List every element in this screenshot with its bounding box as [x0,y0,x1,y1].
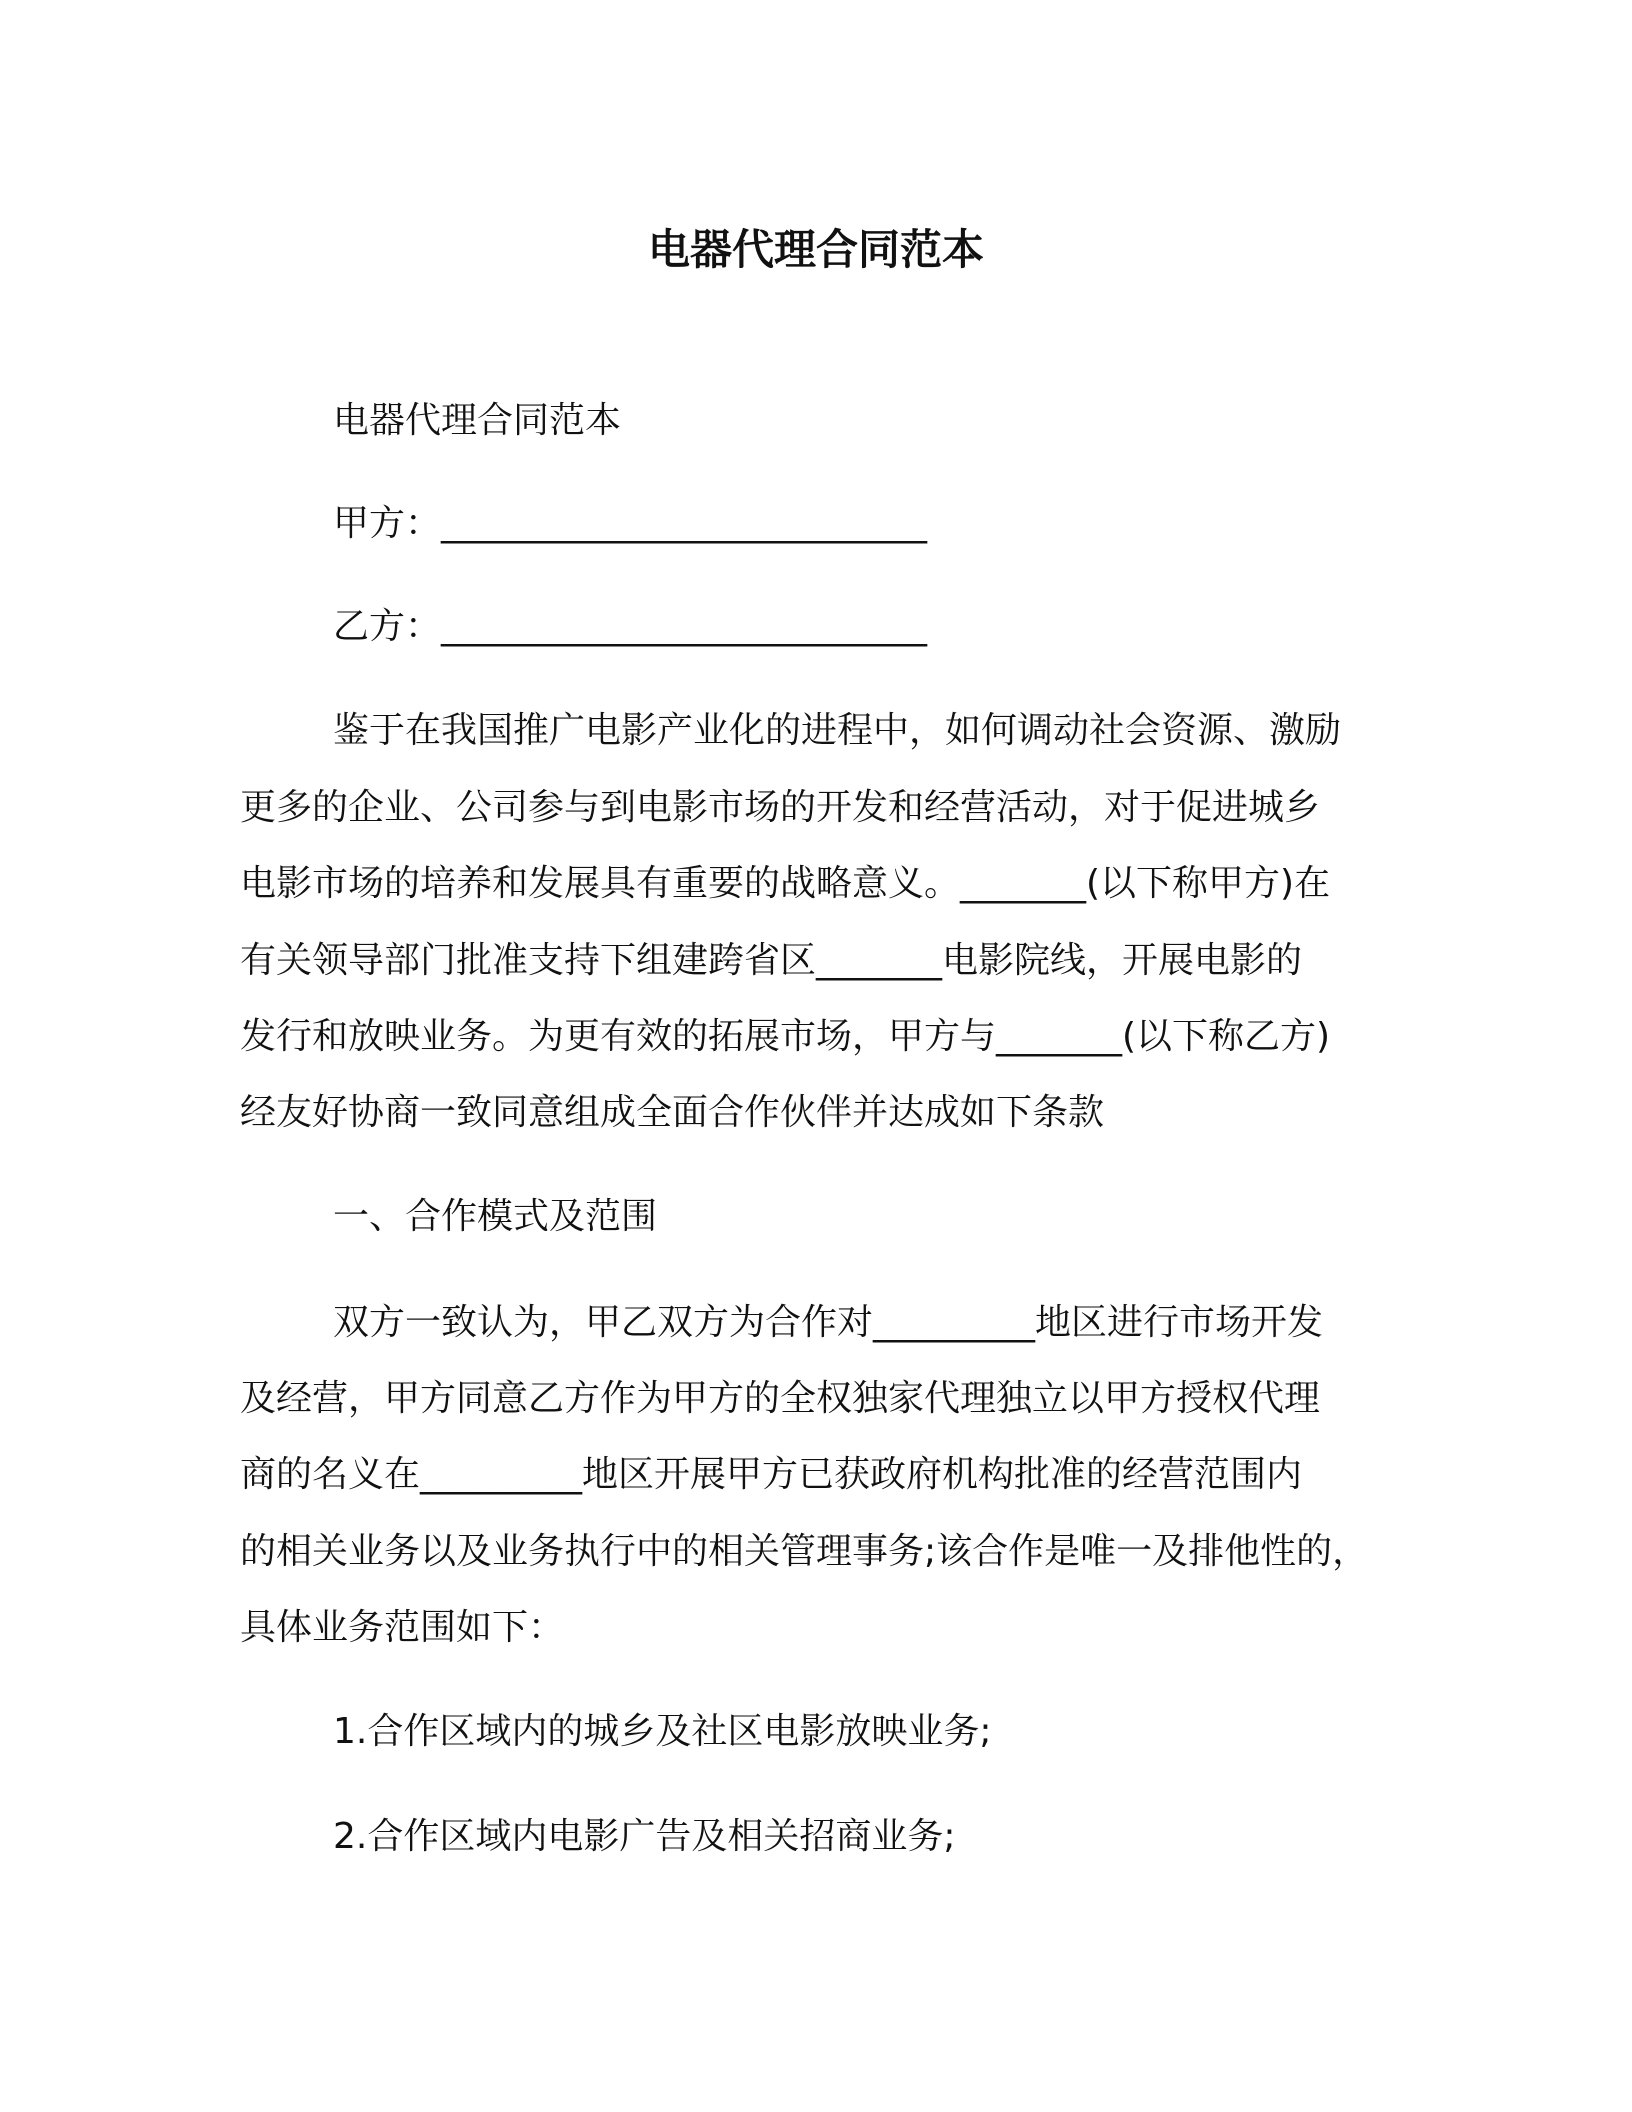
preamble-line: 经友好协商一致同意组成全面合作伙伴并达成如下条款 [240,1092,1105,1133]
section-line: 具体业务范围如下： [240,1607,565,1648]
list-item: 1.合作区域内的城乡及社区电影放映业务; [333,1711,992,1752]
document-subtitle: 电器代理合同范本 [333,400,622,441]
preamble-line: 鉴于在我国推广电影产业化的进程中，如何调动社会资源、激励 [333,710,1342,751]
section-line: 商的名义在_________地区开展甲方已获政府机构批准的经营范围内 [240,1454,1303,1495]
section-line: 双方一致认为，甲乙双方为合作对_________地区进行市场开发 [333,1302,1324,1343]
preamble-line: 有关领导部门批准支持下组建跨省区_______电影院线，开展电影的 [240,940,1303,981]
list-item: 2.合作区域内电影广告及相关招商业务; [333,1816,956,1857]
party-a-field: 甲方：___________________________ [333,503,928,544]
section-line: 及经营，甲方同意乙方作为甲方的全权独家代理独立以甲方授权代理 [240,1378,1321,1419]
section-heading: 一、合作模式及范围 [333,1196,658,1237]
party-b-field: 乙方：___________________________ [333,606,928,647]
section-line: 的相关业务以及业务执行中的相关管理事务;该合作是唯一及排他性的， [240,1531,1369,1572]
preamble-line: 发行和放映业务。为更有效的拓展市场，甲方与_______(以下称乙方) [240,1016,1331,1057]
preamble-line: 电影市场的培养和发展具有重要的战略意义。_______(以下称甲方)在 [240,863,1331,904]
document-title: 电器代理合同范本 [647,225,984,274]
preamble-line: 更多的企业、公司参与到电影市场的开发和经营活动，对于促进城乡 [240,787,1321,828]
